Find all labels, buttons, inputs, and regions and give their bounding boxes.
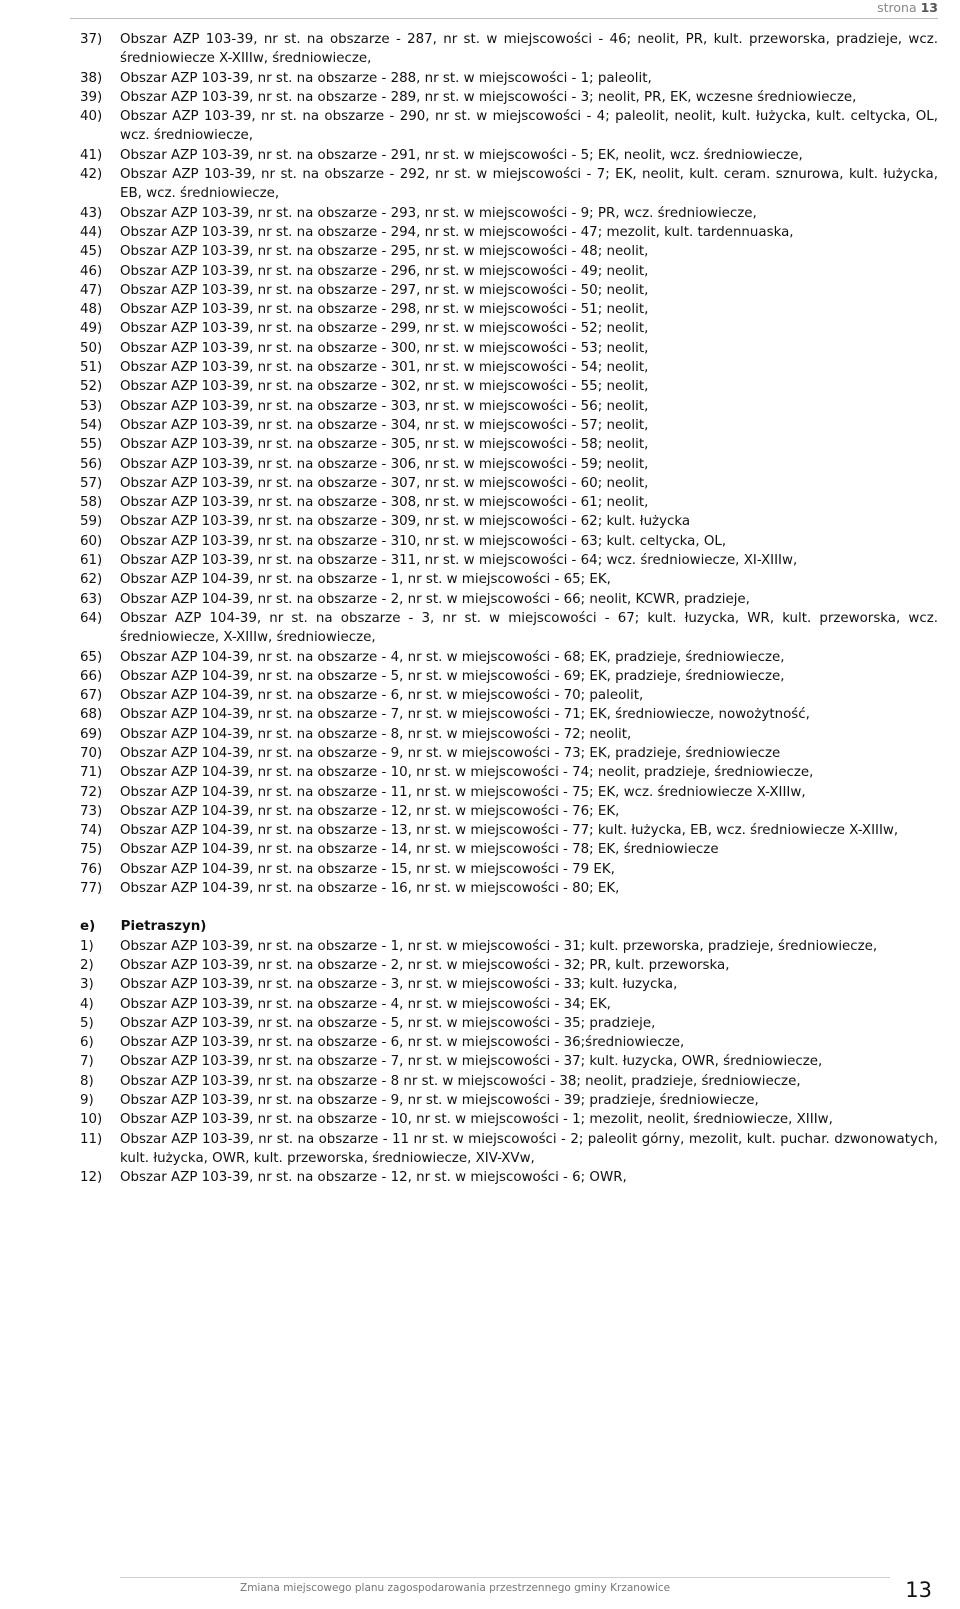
item-number: 71)	[80, 765, 103, 781]
item-number: 6)	[80, 1035, 94, 1051]
list-item	[80, 1110, 938, 1129]
item-text: Obszar AZP 103-39, nr st. na obszarze - 1, nr st. w miejscowości - 31; kult. przeworska, pradzieje, średniowiecze,	[120, 938, 878, 954]
item-number: 40)	[80, 109, 103, 125]
list-item	[80, 532, 938, 551]
item-text: Obszar AZP 104-39, nr st. na obszarze - 6, nr st. w miejscowości - 70; paleolit,	[120, 688, 644, 704]
item-number: 56)	[80, 456, 103, 472]
item-number: 66)	[80, 668, 103, 684]
item-text: Obszar AZP 103-39, nr st. na obszarze - 11 nr st. w miejscowości - 2; paleolit górny, mezolit, kult. puchar. dzwonowatych, kult. łużycka, OWR, kult. przeworska, średniowiecze, XIV-XVw,	[120, 1131, 938, 1166]
item-number: 52)	[80, 379, 103, 395]
item-text: Obszar AZP 103-39, nr st. na obszarze - 311, nr st. w miejscowości - 64; wcz. średniowiecze, XI-XIIIw,	[120, 553, 798, 569]
list-item	[80, 455, 938, 474]
page-label-text: strona	[877, 0, 917, 15]
item-text: Obszar AZP 104-39, nr st. na obszarze - 16, nr st. w miejscowości - 80; EK,	[120, 881, 620, 897]
list-item	[80, 744, 938, 763]
item-number: 44)	[80, 224, 103, 240]
item-text: Obszar AZP 103-39, nr st. na obszarze - 9, nr st. w miejscowości - 39; pradzieje, średniowiecze,	[120, 1093, 759, 1109]
item-number: 54)	[80, 417, 103, 433]
list-item	[80, 88, 938, 107]
list-item	[80, 956, 938, 975]
item-text: Obszar AZP 104-39, nr st. na obszarze - 4, nr st. w miejscowości - 68; EK, pradzieje, średniowiecze,	[120, 649, 785, 665]
list-item	[80, 1072, 938, 1091]
site-list-a	[80, 30, 938, 898]
item-text: Obszar AZP 104-39, nr st. na obszarze - 10, nr st. w miejscowości - 74; neolit, pradzieje, średniowiecze,	[120, 765, 814, 781]
site-list-e	[80, 937, 938, 1188]
item-text: Obszar AZP 104-39, nr st. na obszarze - 3, nr st. w miejscowości - 67; kult. łuzycka, WR, kult. przeworska, wcz. średniowiecze, X-XIIIw, średniowiecze,	[120, 610, 938, 646]
list-item	[80, 223, 938, 242]
item-number: 43)	[80, 205, 103, 221]
item-number: 4)	[80, 996, 94, 1012]
item-number: 49)	[80, 321, 103, 337]
list-item	[80, 937, 938, 956]
item-number: 72)	[80, 784, 103, 800]
list-item	[80, 1130, 938, 1169]
item-number: 5)	[80, 1015, 94, 1031]
item-number: 45)	[80, 244, 103, 260]
list-item	[80, 783, 938, 802]
item-text: Obszar AZP 104-39, nr st. na obszarze - 14, nr st. w miejscowości - 78; EK, średniowiecze	[120, 842, 719, 858]
item-text: Obszar AZP 104-39, nr st. na obszarze - 15, nr st. w miejscowości - 79 EK,	[120, 861, 615, 877]
item-number: 75)	[80, 842, 103, 858]
list-item	[80, 262, 938, 281]
list-item	[80, 512, 938, 531]
list-item	[80, 975, 938, 994]
item-number: 60)	[80, 533, 103, 549]
item-text: Obszar AZP 103-39, nr st. na obszarze - 8 nr st. w miejscowości - 38; neolit, pradzieje, średniowiecze,	[120, 1073, 801, 1089]
list-item	[80, 763, 938, 782]
list-item	[80, 609, 938, 648]
item-text: Obszar AZP 104-39, nr st. na obszarze - 2, nr st. w miejscowości - 66; neolit, KCWR, pradzieje,	[120, 591, 750, 607]
list-item	[80, 1033, 938, 1052]
page-label-number: 13	[920, 0, 938, 15]
item-number: 74)	[80, 823, 103, 839]
list-item	[80, 242, 938, 261]
item-number: 65)	[80, 649, 103, 665]
item-number: 76)	[80, 861, 103, 877]
section-label: e)	[80, 919, 96, 935]
footer-text: Zmiana miejscowego planu zagospodarowania przestrzennego gminy Krzanowice	[240, 1582, 671, 1594]
list-item	[80, 686, 938, 705]
footer-divider	[120, 1577, 890, 1578]
list-item	[80, 1168, 938, 1187]
list-item	[80, 204, 938, 223]
list-item	[80, 281, 938, 300]
item-number: 3)	[80, 977, 94, 993]
item-text: Obszar AZP 103-39, nr st. na obszarze - 6, nr st. w miejscowości - 36;średniowiecze,	[120, 1035, 685, 1051]
item-number: 63)	[80, 591, 103, 607]
item-number: 55)	[80, 437, 103, 453]
item-number: 50)	[80, 340, 103, 356]
list-item	[80, 300, 938, 319]
item-text: Obszar AZP 103-39, nr st. na obszarze - 7, nr st. w miejscowości - 37; kult. łuzycka, OWR, średniowiecze,	[120, 1054, 823, 1070]
document-body	[80, 30, 938, 1188]
list-item	[80, 339, 938, 358]
item-number: 70)	[80, 745, 103, 761]
item-number: 67)	[80, 688, 103, 704]
item-text: Obszar AZP 103-39, nr st. na obszarze - 298, nr st. w miejscowości - 51; neolit,	[120, 302, 649, 318]
item-text: Obszar AZP 104-39, nr st. na obszarze - 12, nr st. w miejscowości - 76; EK,	[120, 803, 620, 819]
list-item	[80, 1091, 938, 1110]
list-item	[80, 319, 938, 338]
section-heading-e	[80, 917, 938, 936]
item-number: 51)	[80, 360, 103, 376]
item-number: 39)	[80, 89, 103, 105]
item-number: 12)	[80, 1170, 103, 1186]
item-text: Obszar AZP 103-39, nr st. na obszarze - 290, nr st. w miejscowości - 4; paleolit, neolit, kult. łużycka, kult. celtycka, OL, wcz. średniowiecze,	[120, 109, 938, 144]
list-item	[80, 1052, 938, 1071]
list-item	[80, 30, 938, 69]
list-item	[80, 107, 938, 146]
item-number: 64)	[80, 610, 103, 626]
list-item	[80, 879, 938, 898]
item-text: Obszar AZP 103-39, nr st. na obszarze - 10, nr st. w miejscowości - 1; mezolit, neolit, średniowiecze, XIIIw,	[120, 1112, 833, 1128]
item-text: Obszar AZP 103-39, nr st. na obszarze - 305, nr st. w miejscowości - 58; neolit,	[120, 437, 649, 453]
header-divider	[70, 18, 938, 19]
page-label	[877, 0, 938, 15]
list-item	[80, 146, 938, 165]
item-text: Obszar AZP 103-39, nr st. na obszarze - 294, nr st. w miejscowości - 47; mezolit, kult. tardennuaska,	[120, 224, 794, 240]
item-text: Obszar AZP 103-39, nr st. na obszarze - 3, nr st. w miejscowości - 33; kult. łuzycka,	[120, 977, 678, 993]
list-item	[80, 377, 938, 396]
item-text: Obszar AZP 103-39, nr st. na obszarze - 308, nr st. w miejscowości - 61; neolit,	[120, 495, 649, 511]
item-number: 47)	[80, 282, 103, 298]
item-number: 61)	[80, 553, 103, 569]
item-text: Obszar AZP 103-39, nr st. na obszarze - 289, nr st. w miejscowości - 3; neolit, PR, EK, wczesne średniowiecze,	[120, 89, 857, 105]
item-text: Obszar AZP 103-39, nr st. na obszarze - 293, nr st. w miejscowości - 9; PR, wcz. średniowiecze,	[120, 205, 757, 221]
item-number: 11)	[80, 1131, 103, 1147]
list-item	[80, 995, 938, 1014]
item-number: 2)	[80, 957, 94, 973]
item-number: 59)	[80, 514, 103, 530]
item-number: 53)	[80, 398, 103, 414]
list-item	[80, 358, 938, 377]
list-item	[80, 667, 938, 686]
item-number: 68)	[80, 707, 103, 723]
item-text: Obszar AZP 103-39, nr st. na obszarze - 5, nr st. w miejscowości - 35; pradzieje,	[120, 1015, 656, 1031]
list-item	[80, 474, 938, 493]
item-text: Obszar AZP 104-39, nr st. na obszarze - 5, nr st. w miejscowości - 69; EK, pradzieje, średniowiecze,	[120, 668, 785, 684]
list-item	[80, 1014, 938, 1033]
item-text: Obszar AZP 103-39, nr st. na obszarze - 295, nr st. w miejscowości - 48; neolit,	[120, 244, 649, 260]
list-item	[80, 397, 938, 416]
item-text: Obszar AZP 104-39, nr st. na obszarze - 7, nr st. w miejscowości - 71; EK, średniowiecze, nowożytność,	[120, 707, 810, 723]
item-number: 69)	[80, 726, 103, 742]
section-title: Pietraszyn)	[120, 919, 207, 935]
item-text: Obszar AZP 103-39, nr st. na obszarze - 292, nr st. w miejscowości - 7; EK, neolit, kult. ceram. sznurowa, kult. łużycka, EB, wcz. średniowiecze,	[120, 167, 938, 202]
item-text: Obszar AZP 104-39, nr st. na obszarze - 1, nr st. w miejscowości - 65; EK,	[120, 572, 611, 588]
list-item	[80, 551, 938, 570]
item-text: Obszar AZP 104-39, nr st. na obszarze - 9, nr st. w miejscowości - 73; EK, pradzieje, średniowiecze	[120, 745, 781, 761]
item-text: Obszar AZP 103-39, nr st. na obszarze - 303, nr st. w miejscowości - 56; neolit,	[120, 398, 649, 414]
page-header	[0, 0, 960, 18]
list-item	[80, 860, 938, 879]
item-number: 77)	[80, 881, 103, 897]
item-number: 38)	[80, 70, 103, 86]
item-number: 8)	[80, 1073, 94, 1089]
item-text: Obszar AZP 103-39, nr st. na obszarze - 310, nr st. w miejscowości - 63; kult. celtycka, OL,	[120, 533, 727, 549]
item-text: Obszar AZP 103-39, nr st. na obszarze - 304, nr st. w miejscowości - 57; neolit,	[120, 417, 649, 433]
item-number: 10)	[80, 1112, 103, 1128]
item-number: 41)	[80, 147, 103, 163]
item-text: Obszar AZP 103-39, nr st. na obszarze - 299, nr st. w miejscowości - 52; neolit,	[120, 321, 649, 337]
item-text: Obszar AZP 103-39, nr st. na obszarze - 301, nr st. w miejscowości - 54; neolit,	[120, 360, 649, 376]
list-item	[80, 821, 938, 840]
list-item	[80, 590, 938, 609]
item-number: 7)	[80, 1054, 94, 1070]
list-item	[80, 416, 938, 435]
list-item	[80, 705, 938, 724]
item-number: 42)	[80, 167, 103, 183]
item-text: Obszar AZP 103-39, nr st. na obszarze - 291, nr st. w miejscowości - 5; EK, neolit, wcz. średniowiecze,	[120, 147, 803, 163]
item-text: Obszar AZP 103-39, nr st. na obszarze - 2, nr st. w miejscowości - 32; PR, kult. przeworska,	[120, 957, 730, 973]
list-item	[80, 165, 938, 204]
item-number: 37)	[80, 32, 103, 47]
item-text: Obszar AZP 103-39, nr st. na obszarze - 287, nr st. w miejscowości - 46; neolit, PR, kult. przeworska, pradzieje, wcz. średniowiecze X-XIIIw, średniowiecze,	[120, 32, 938, 67]
item-text: Obszar AZP 103-39, nr st. na obszarze - 306, nr st. w miejscowości - 59; neolit,	[120, 456, 649, 472]
item-text: Obszar AZP 103-39, nr st. na obszarze - 296, nr st. w miejscowości - 49; neolit,	[120, 263, 649, 279]
item-text: Obszar AZP 104-39, nr st. na obszarze - 8, nr st. w miejscowości - 72; neolit,	[120, 726, 632, 742]
item-number: 62)	[80, 572, 103, 588]
item-number: 9)	[80, 1093, 94, 1109]
item-text: Obszar AZP 104-39, nr st. na obszarze - 11, nr st. w miejscowości - 75; EK, wcz. średniowiecze X-XIIIw,	[120, 784, 806, 800]
item-text: Obszar AZP 103-39, nr st. na obszarze - 297, nr st. w miejscowości - 50; neolit,	[120, 282, 649, 298]
item-text: Obszar AZP 103-39, nr st. na obszarze - 4, nr st. w miejscowości - 34; EK,	[120, 996, 611, 1012]
list-item	[80, 493, 938, 512]
list-item	[80, 840, 938, 859]
list-item	[80, 570, 938, 589]
item-text: Obszar AZP 103-39, nr st. na obszarze - 12, nr st. w miejscowości - 6; OWR,	[120, 1170, 627, 1186]
item-number: 57)	[80, 475, 103, 491]
item-text: Obszar AZP 103-39, nr st. na obszarze - 300, nr st. w miejscowości - 53; neolit,	[120, 340, 649, 356]
item-text: Obszar AZP 103-39, nr st. na obszarze - 307, nr st. w miejscowości - 60; neolit,	[120, 475, 649, 491]
list-item	[80, 725, 938, 744]
item-text: Obszar AZP 103-39, nr st. na obszarze - 288, nr st. w miejscowości - 1; paleolit,	[120, 70, 652, 86]
item-number: 1)	[80, 938, 94, 954]
item-number: 73)	[80, 803, 103, 819]
item-text: Obszar AZP 104-39, nr st. na obszarze - 13, nr st. w miejscowości - 77; kult. łużycka, EB, wcz. średniowiecze X-XIIIw,	[120, 823, 899, 839]
list-item	[80, 648, 938, 667]
list-item	[80, 435, 938, 454]
item-number: 58)	[80, 495, 103, 511]
item-number: 48)	[80, 302, 103, 318]
item-number: 46)	[80, 263, 103, 279]
footer-page-number: 13	[905, 1578, 932, 1602]
item-text: Obszar AZP 103-39, nr st. na obszarze - 309, nr st. w miejscowości - 62; kult. łużycka	[120, 514, 691, 530]
list-item	[80, 802, 938, 821]
item-text: Obszar AZP 103-39, nr st. na obszarze - 302, nr st. w miejscowości - 55; neolit,	[120, 379, 649, 395]
list-item	[80, 69, 938, 88]
